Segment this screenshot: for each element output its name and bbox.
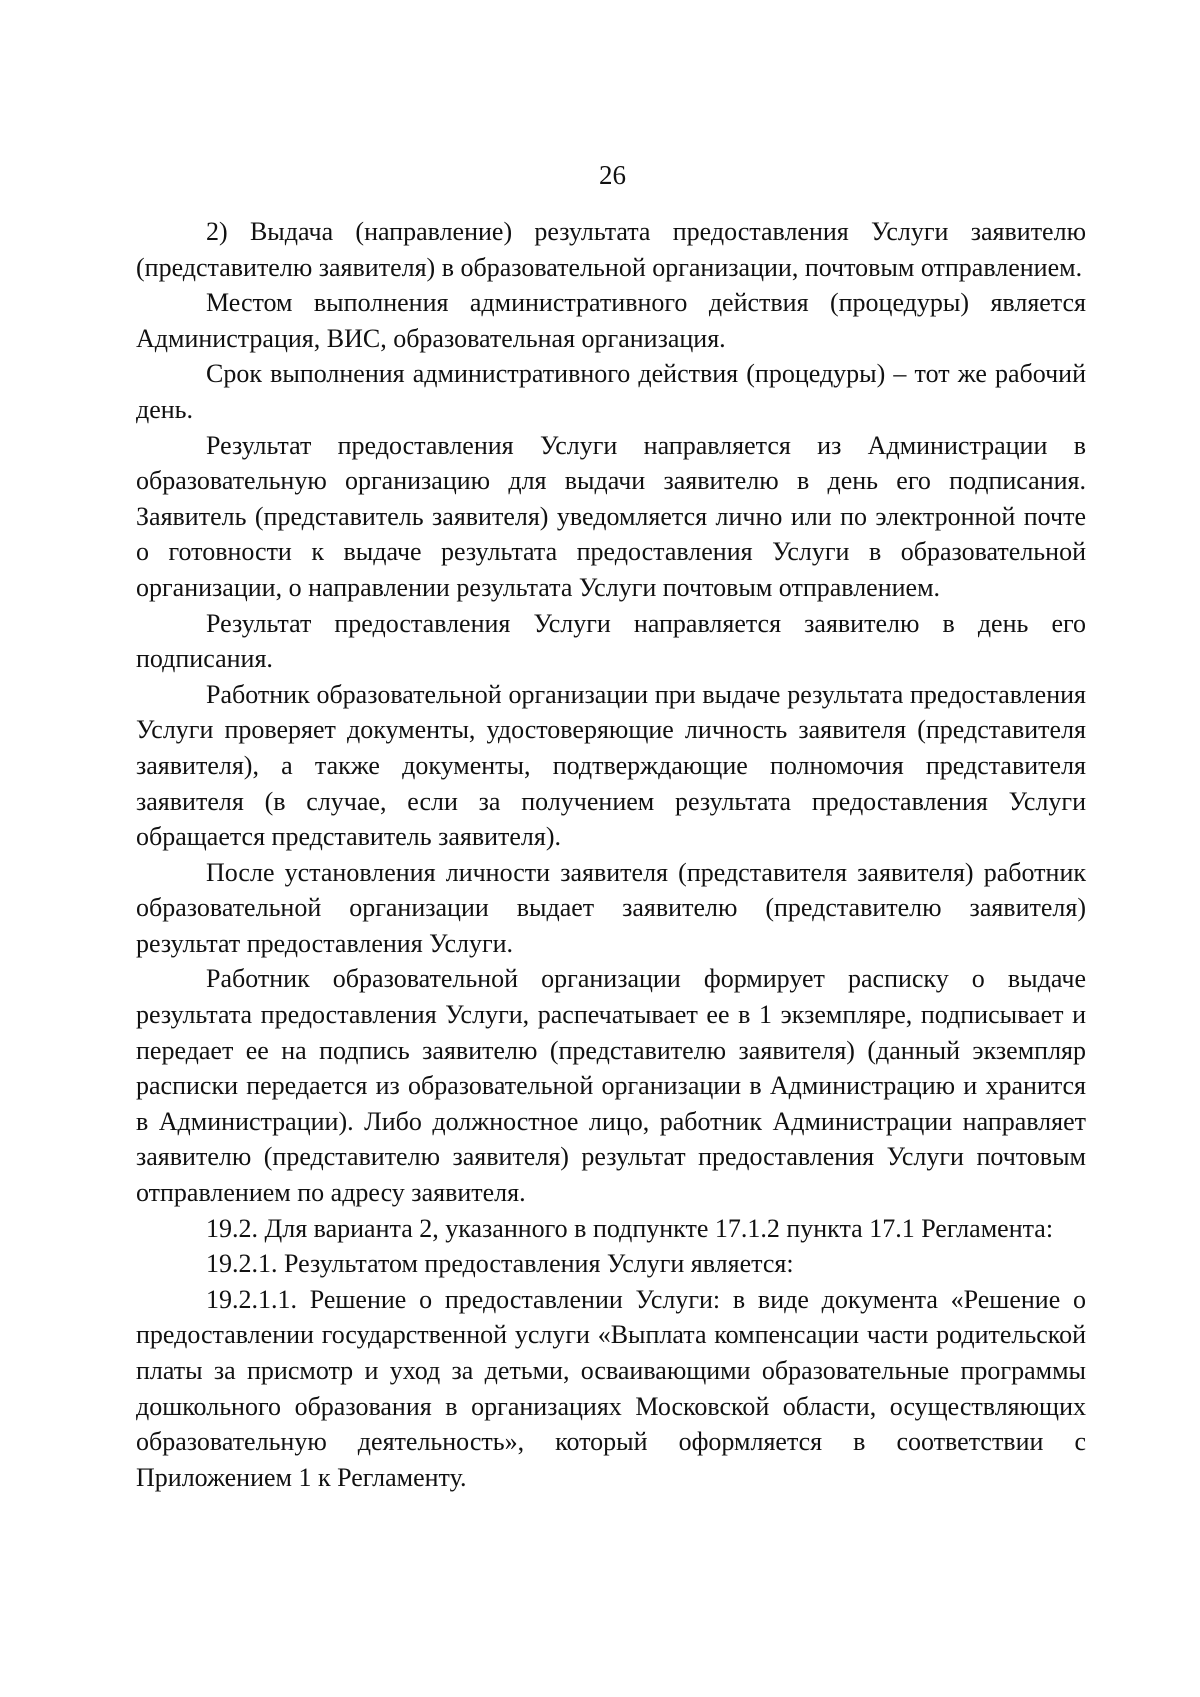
paragraph-document-check: Работник образовательной организации при выдаче результата предоставления Услуги проверяет документы, удостоверяющие личность заявителя (представителя заявителя), а также документы, подтверждающие полномочия представителя заявителя (в случае, если за получением результата предоставления Услуги обращается представитель заявителя). xyxy=(136,679,1086,852)
paragraph-section-19-2: 19.2. Для варианта 2, указанного в подпункте 17.1.2 пункта 17.1 Регламента: xyxy=(206,1213,1054,1243)
page-number: 26 xyxy=(599,160,626,190)
paragraph-issuance-method: 2) Выдача (направление) результата предоставления Услуги заявителю (представителю заявителя) в образовательной организации, почтовым отправлением. xyxy=(136,217,1086,282)
paragraph-receipt-formation: Работник образовательной организации формирует расписку о выдаче результата предоставления Услуги, распечатывает ее в 1 экземпляре, подписывает и передает ее на подпись заявителю (представителю заявителя) (данный экземпляр расписки передается из образовательной организации в Администрацию и хранится в Администрации). Либо должностное лицо, работник Администрации направляет заявителю (представителю заявителя) результат предоставления Услуги почтовым отправлением по адресу заявителя. xyxy=(136,964,1086,1208)
paragraph-section-19-2-1: 19.2.1. Результатом предоставления Услуги является: xyxy=(206,1249,794,1279)
paragraph-result-sent-to-applicant: Результат предоставления Услуги направляется заявителю в день его подписания. xyxy=(136,608,1086,674)
paragraph-result-sent-to-organization: Результат предоставления Услуги направляется из Администрации в образовательную организацию для выдачи заявителю в день его подписания. Заявитель (представитель заявителя) уведомляется лично или по электронной почте о готовности к выдаче результата предоставления Услуги в образовательной организации, о направлении результата Услуги почтовым отправлением. xyxy=(136,430,1086,602)
paragraph-execution-term: Срок выполнения административного действия (процедуры) – тот же рабочий день. xyxy=(136,359,1086,424)
document-body xyxy=(136,214,1086,1495)
paragraph-identity-established: После установления личности заявителя (представителя заявителя) работник образовательной организации выдает заявителю (представителю заявителя) результат предоставления Услуги. xyxy=(136,857,1086,958)
paragraph-section-19-2-1-1: 19.2.1.1. Решение о предоставлении Услуги: в виде документа «Решение о предоставлении государственной услуги «Выплата компенсации части родительской платы за присмотр и уход за детьми, осваивающими образовательные программы дошкольного образования в организациях Московской области, осуществляющих образовательную деятельность», который оформляется в соответствии с Приложением 1 к Регламенту. xyxy=(136,1284,1086,1492)
paragraph-place-of-execution: Местом выполнения административного действия (процедуры) является Администрация, ВИС, образовательная организация. xyxy=(136,288,1086,353)
